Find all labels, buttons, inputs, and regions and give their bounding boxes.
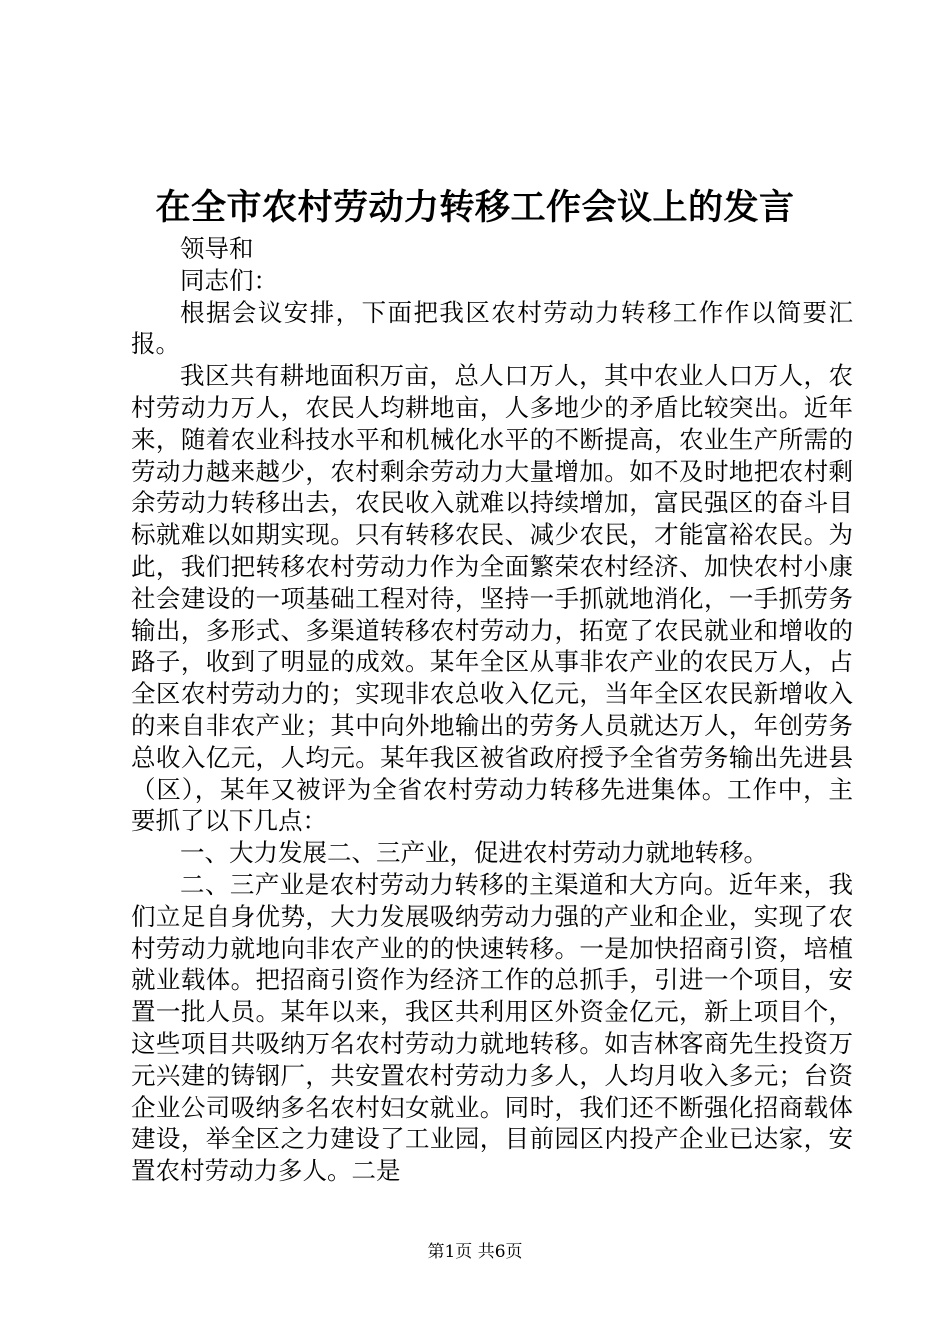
section-heading: 一、大力发展二、三产业，促进农村劳动力就地转移。 <box>180 838 768 868</box>
salutation-line-1: 领导和 <box>180 234 254 263</box>
document-body <box>131 233 853 1187</box>
body-paragraph: 二、三产业是农村劳动力转移的主渠道和大方向。近年来，我们立足自身优势，大力发展吸纳劳动力强的产业和企业，实现了农村劳动力就地向非农产业的的快速转移。一是加快招商引资，培植就业载体。把招商引资作为经济工作的总抓手，引进一个项目，安置一批人员。某年以来，我区共利用区外资金亿元，新上项目个，这些项目共吸纳万名农村劳动力就地转移。如吉林客商先生投资万元兴建的铸钢厂，共安置农村劳动力多人，人均月收入多元；台资企业公司吸纳多名农村妇女就业。同时，我们还不断强化招商载体建设，举全区之力建设了工业园，目前园区内投产企业已达家，安置农村劳动力多人。二是 <box>131 869 853 1186</box>
salutation-line-2: 同志们： <box>180 265 278 295</box>
body-paragraph: 根据会议安排，下面把我区农村劳动力转移工作作以简要汇报。 <box>131 297 853 359</box>
document-title: 在全市农村劳动力转移工作会议上的发言 <box>155 187 795 228</box>
body-paragraph: 我区共有耕地面积万亩，总人口万人，其中农业人口万人，农村劳动力万人，农民人均耕地亩，人多地少的矛盾比较突出。近年来，随着农业科技水平和机械化水平的不断提高，农业生产所需的劳动力越来越少，农村剩余劳动力大量增加。如不及时地把农村剩余劳动力转移出去，农民收入就难以持续增加，富民强区的奋斗目标就难以如期实现。只有转移农民、减少农民，才能富裕农民。为此，我们把转移农村劳动力作为全面繁荣农村经济、加快农村小康社会建设的一项基础工程对待，坚持一手抓就地消化，一手抓劳务输出，多形式、多渠道转移农村劳动力，拓宽了农民就业和增收的路子，收到了明显的成效。某年全区从事非农产业的农民万人，占全区农村劳动力的；实现非农总收入亿元，当年全区农民新增收入的来自非农产业；其中向外地输出的劳务人员就达万人，年创劳务总收入亿元，人均元。某年我区被省政府授予全省劳务输出先进县（区），某年又被评为全省农村劳动力转移先进集体。工作中，主要抓了以下几点： <box>131 361 853 836</box>
page-footer: 第1页 共6页 <box>427 1242 523 1262</box>
